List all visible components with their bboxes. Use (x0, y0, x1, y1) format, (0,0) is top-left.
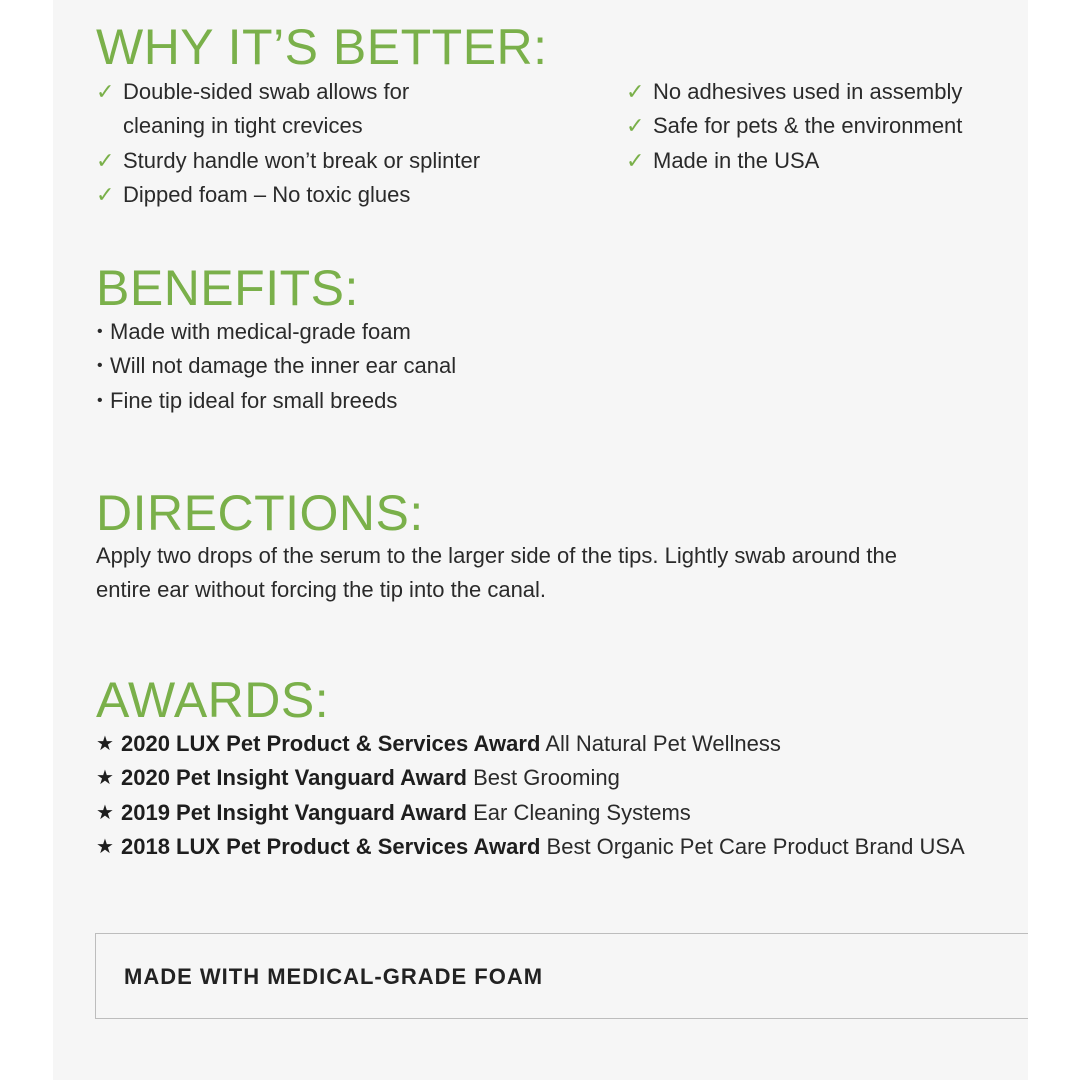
checkmark-icon: ✓ (626, 147, 645, 173)
bullet-dot-icon: • (97, 357, 103, 375)
award-item (96, 796, 1026, 830)
checkmark-icon: ✓ (96, 79, 115, 104)
bullet-dot-icon: • (97, 323, 103, 340)
awards-list (96, 727, 1026, 864)
benefit-item: • Will not damage the inner ear canal (96, 349, 696, 383)
why-better-heading: WHY IT’S BETTER: (96, 19, 548, 75)
benefits-list (96, 315, 696, 418)
benefit-item: • Fine tip ideal for small breeds (96, 384, 696, 418)
award-category: All Natural Pet Wellness (545, 731, 781, 756)
why-better-item: ✓ Dipped foam – No toxic glues (96, 178, 496, 212)
why-better-item: ✓ Safe for pets & the environment (626, 109, 1026, 143)
why-better-left-list (96, 75, 496, 212)
why-better-item: ✓ No adhesives used in assembly (626, 75, 1026, 109)
star-icon: ★ (96, 835, 114, 858)
accordion-title: MADE WITH MEDICAL-GRADE FOAM (124, 964, 544, 989)
checkmark-icon: ✓ (96, 147, 115, 173)
award-category: Best Grooming (473, 765, 620, 791)
award-item (96, 761, 1026, 795)
star-icon: ★ (96, 801, 114, 824)
directions-text: Apply two drops of the serum to the larger side of the tips. Lightly swab around the entire ear without forcing the tip into the canal. (96, 543, 898, 603)
star-icon: ★ (96, 767, 114, 790)
why-better-item: ✓ Double-sided swab allows for cleaning in tight crevices (96, 75, 496, 144)
checkmark-icon: ✓ (96, 181, 115, 207)
benefits-heading: BENEFITS: (96, 260, 359, 316)
award-item (96, 830, 1026, 864)
medical-grade-foam-accordion[interactable] (95, 933, 1028, 1019)
awards-heading: AWARDS: (96, 672, 330, 728)
checkmark-icon: ✓ (626, 79, 645, 104)
checkmark-icon: ✓ (626, 113, 645, 139)
bullet-dot-icon: • (97, 391, 103, 409)
award-name: 2018 LUX Pet Product & Services Award (121, 833, 541, 859)
directions-heading: DIRECTIONS: (96, 485, 424, 541)
benefit-item: • Made with medical-grade foam (96, 315, 696, 349)
why-better-item: ✓ Sturdy handle won’t break or splinter (96, 144, 496, 178)
award-name: 2020 LUX Pet Product & Services Award (121, 731, 541, 756)
star-icon: ★ (96, 733, 114, 755)
award-item (96, 727, 1026, 761)
why-better-item: ✓ Made in the USA (626, 144, 1026, 178)
award-category: Ear Cleaning Systems (473, 799, 691, 825)
award-name: 2020 Pet Insight Vanguard Award (121, 765, 467, 791)
award-category: Best Organic Pet Care Product Brand USA (546, 833, 965, 859)
award-name: 2019 Pet Insight Vanguard Award (121, 799, 467, 825)
why-better-right-list (626, 75, 1026, 178)
